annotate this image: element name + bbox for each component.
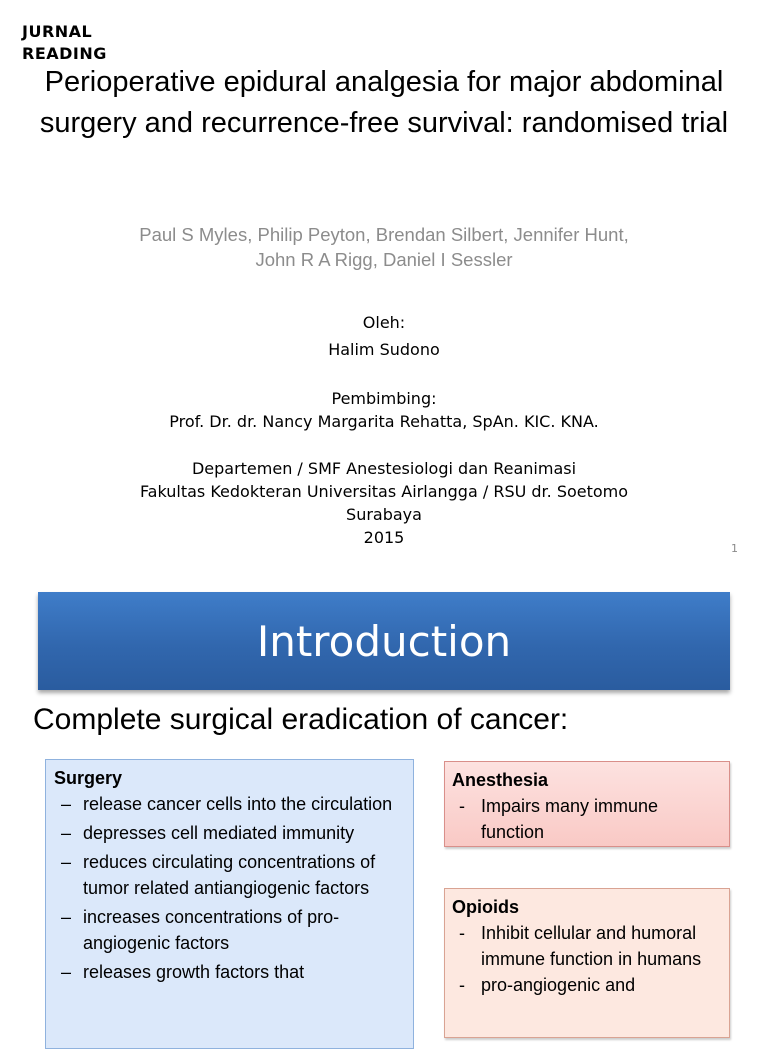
authors — [60, 222, 708, 272]
dash-bullet: – — [61, 907, 72, 927]
list-item: – depresses cell mediated immunity — [54, 820, 405, 846]
anesthesia-box — [444, 761, 730, 847]
surgery-list — [54, 791, 405, 985]
list-item: – reduces circulating concentrations of tumor related antiangiogenic factors — [54, 849, 405, 901]
year: 2015 — [363, 528, 405, 547]
surgery-box-title: Surgery — [54, 768, 123, 788]
department-line: Departemen / SMF Anestesiologi dan Reanimasi — [191, 459, 577, 478]
oleh-label: Oleh: — [362, 313, 406, 332]
presenter-name: Halim Sudono — [328, 340, 440, 359]
list-item: - Impairs many immune function — [452, 793, 722, 845]
introduction-banner — [38, 592, 730, 690]
supervisor-name: Prof. Dr. dr. Nancy Margarita Rehatta, SpAn. KIC. KNA. — [169, 412, 599, 431]
list-item: - Inhibit cellular and humoral immune function in humans — [452, 920, 722, 972]
authors-line: Paul S Myles, Philip Peyton, Brendan Silbert, Jennifer Hunt, — [139, 224, 629, 245]
list-item: – increases concentrations of pro-angiogenic factors — [54, 904, 405, 956]
opioids-box — [444, 888, 730, 1038]
paper-title: Perioperative epidural analgesia for major abdominal surgery and recurrence-free survival: randomised trial — [39, 66, 729, 139]
pembimbing-label: Pembimbing: — [331, 389, 437, 408]
anesthesia-box-title: Anesthesia — [452, 770, 549, 790]
slide-subtitle: Complete surgical eradication of cancer: — [33, 703, 569, 736]
list-item: – releases growth factors that — [54, 959, 405, 985]
dash-bullet: - — [459, 975, 465, 995]
dash-bullet: - — [459, 796, 465, 816]
dash-bullet: – — [61, 823, 72, 843]
dash-bullet: – — [61, 962, 72, 982]
surgery-box — [45, 759, 414, 1049]
city: Surabaya — [346, 505, 422, 524]
banner-title: Introduction — [256, 616, 512, 666]
authors-line: John R A Rigg, Daniel I Sessler — [255, 249, 513, 270]
journal-reading-tag: JURNAL READING — [22, 22, 107, 63]
anesthesia-list — [452, 793, 722, 845]
opioids-box-title: Opioids — [452, 897, 519, 917]
faculty-line: Fakultas Kedokteran Universitas Airlangga / RSU dr. Soetomo — [139, 482, 629, 501]
dash-bullet: – — [61, 794, 72, 814]
list-item: - pro-angiogenic and — [452, 972, 722, 998]
list-item: – release cancer cells into the circulation — [54, 791, 405, 817]
dash-bullet: – — [61, 852, 72, 872]
page-number: 1 — [731, 542, 738, 555]
opioids-list — [452, 920, 722, 998]
dash-bullet: - — [459, 923, 465, 943]
